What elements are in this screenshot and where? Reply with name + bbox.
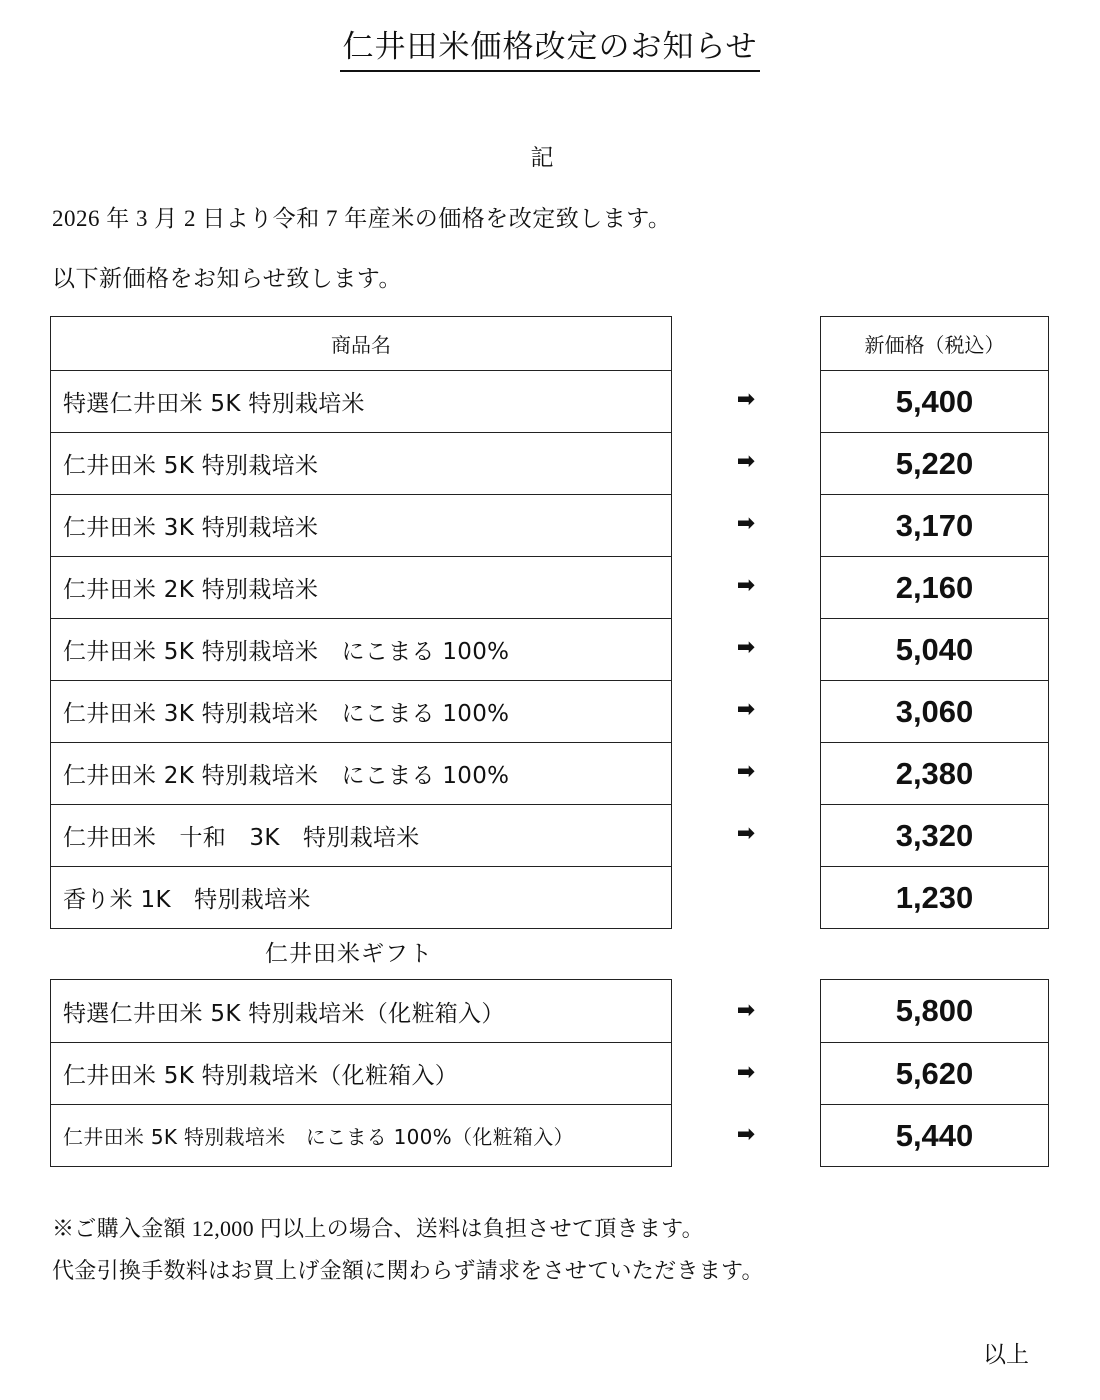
right-arrow-icon: ➡ (736, 448, 756, 474)
right-arrow-icon (730, 864, 762, 926)
gift-name-table (50, 979, 672, 1167)
shipping-note: ※ご購入金額 12,000 円以上の場合、送料は負担させて頂きます。 (52, 1216, 704, 1241)
price-value: 2,160 (895, 569, 974, 605)
table-row (821, 680, 1048, 742)
table-row (821, 432, 1048, 494)
right-arrow-icon: ➡ (736, 1121, 756, 1147)
table-row (51, 370, 671, 432)
table-row (821, 556, 1048, 618)
gift-product-name: 仁井田米 5K 特別栽培米 にこまる 100%（化粧箱入） (63, 1125, 574, 1149)
price-value: 5,440 (895, 1117, 974, 1153)
right-arrow-icon: ➡ (736, 997, 756, 1023)
gift-section-label: 仁井田米ギフト (265, 941, 433, 967)
price-value: 5,800 (895, 993, 974, 1028)
price-value: 3,170 (895, 507, 974, 543)
price-value: 3,320 (895, 817, 974, 853)
gift-product-name: 特選仁井田米 5K 特別栽培米（化粧箱入） (63, 1000, 505, 1027)
table-row (51, 980, 671, 1042)
name-header: 商品名 (331, 333, 391, 357)
product-name: 仁井田米 5K 特別栽培米 (63, 453, 319, 479)
price-header-row (821, 317, 1048, 370)
ki-marker: 記 (530, 145, 554, 170)
document-title-wrap (0, 28, 1100, 72)
right-arrow-icon: ➡ (736, 386, 756, 412)
name-header-row (51, 317, 671, 370)
table-row (821, 866, 1048, 928)
right-arrow-icon: ➡ (736, 820, 756, 846)
price-table (820, 316, 1049, 929)
right-arrow-icon: ➡ (736, 1059, 756, 1085)
table-row (51, 618, 671, 680)
price-value: 5,400 (895, 383, 974, 419)
table-row (821, 618, 1048, 680)
product-name: 香り米 1K 特別栽培米 (63, 887, 311, 913)
price-value: 5,620 (895, 1055, 974, 1091)
price-value: 2,380 (895, 755, 974, 791)
product-name: 特選仁井田米 5K 特別栽培米 (63, 391, 365, 417)
document-title: 仁井田米価格改定のお知らせ (340, 28, 759, 72)
closing-mark: 以上 (983, 1342, 1029, 1367)
intro-line-2: 以下新価格をお知らせ致します。 (52, 266, 402, 291)
right-arrow-icon: ➡ (736, 510, 756, 536)
price-value: 3,060 (895, 693, 974, 729)
right-arrow-icon: ➡ (736, 634, 756, 660)
product-name: 仁井田米 2K 特別栽培米 にこまる 100% (63, 763, 510, 789)
gift-product-name: 仁井田米 5K 特別栽培米（化粧箱入） (63, 1063, 459, 1089)
table-row (51, 804, 671, 866)
table-row (51, 556, 671, 618)
gift-price-table (820, 979, 1049, 1167)
table-row (821, 1104, 1048, 1166)
table-row (51, 494, 671, 556)
right-arrow-icon: ➡ (736, 758, 756, 784)
table-row (51, 742, 671, 804)
table-row (821, 980, 1048, 1042)
table-row (51, 680, 671, 742)
table-row (821, 742, 1048, 804)
table-row (51, 432, 671, 494)
product-name: 仁井田米 十和 3K 特別栽培米 (63, 825, 420, 851)
table-row (821, 804, 1048, 866)
product-name: 仁井田米 3K 特別栽培米 (63, 515, 319, 541)
product-name: 仁井田米 5K 特別栽培米 にこまる 100% (63, 639, 510, 665)
right-arrow-icon: ➡ (736, 696, 756, 722)
right-arrow-icon: ➡ (736, 572, 756, 598)
gift-arrow-column (730, 979, 762, 1165)
main-arrow-column (730, 368, 762, 926)
table-row (51, 1104, 671, 1166)
price-value: 5,220 (895, 445, 974, 481)
table-row (821, 1042, 1048, 1104)
product-name: 仁井田米 2K 特別栽培米 (63, 577, 319, 603)
price-value: 5,040 (895, 631, 974, 667)
product-name: 仁井田米 3K 特別栽培米 にこまる 100% (63, 701, 510, 727)
cod-fee-note: 代金引換手数料はお買上げ金額に関わらず請求をさせていただきます。 (52, 1258, 764, 1283)
table-row (51, 866, 671, 928)
table-row (51, 1042, 671, 1104)
price-value: 1,230 (895, 879, 974, 915)
table-row (821, 370, 1048, 432)
table-row (821, 494, 1048, 556)
product-name-table (50, 316, 672, 929)
price-header: 新価格（税込） (864, 333, 1005, 357)
intro-line-1: 2026 年 3 月 2 日より令和 7 年産米の価格を改定致します。 (52, 206, 672, 231)
